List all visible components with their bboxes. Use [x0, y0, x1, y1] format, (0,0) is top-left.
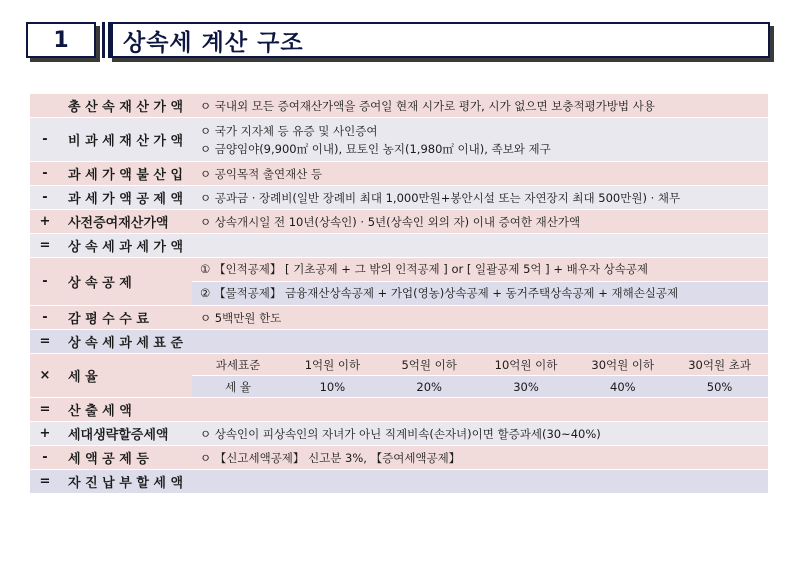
- row-description: [192, 330, 768, 353]
- row-label: 산 출 세 액: [60, 398, 192, 421]
- row-label: 상 속 세 과 세 표 준: [60, 330, 192, 353]
- row-description: [192, 118, 768, 161]
- operator: +: [30, 422, 60, 445]
- row-label: 상 속 세 과 세 가 액: [60, 234, 192, 257]
- operator: -: [30, 258, 60, 305]
- title-accent-bar: [102, 22, 105, 58]
- tax-rate-row: [192, 376, 768, 397]
- tax-rate: 20%: [416, 379, 442, 394]
- description-line: ㅇ 5백만원 한도: [200, 310, 282, 325]
- tax-bracket-row: [192, 354, 768, 376]
- tax-bracket: 1억원 이하: [304, 357, 361, 372]
- row-description: [192, 94, 768, 117]
- operator: =: [30, 470, 60, 493]
- table-row: [30, 306, 768, 330]
- row-description: [192, 306, 768, 329]
- row-label: 감 평 수 수 료: [60, 306, 192, 329]
- section-title-box: [108, 22, 770, 58]
- table-row: [30, 354, 768, 398]
- row-description: [192, 422, 768, 445]
- operator: [30, 94, 60, 117]
- operator: -: [30, 446, 60, 469]
- operator: -: [30, 306, 60, 329]
- row-description: [192, 210, 768, 233]
- section-number: 1: [26, 22, 96, 58]
- table-row: [30, 234, 768, 258]
- row-label: 비 과 세 재 산 가 액: [60, 118, 192, 161]
- table-row: [30, 118, 768, 162]
- row-label: 세대생략할증세액: [60, 422, 192, 445]
- row-description: [192, 470, 768, 493]
- description-line: ㅇ 국가 지자체 등 유증 및 사인증여: [200, 123, 378, 138]
- tax-bracket: 5억원 이하: [401, 357, 457, 372]
- table-row: [30, 210, 768, 234]
- row-label: 상 속 공 제: [60, 258, 192, 305]
- operator: +: [30, 210, 60, 233]
- row-description: [192, 446, 768, 469]
- operator: ×: [30, 354, 60, 397]
- row-label: 과 세 가 액 불 산 입: [60, 162, 192, 185]
- table-row: [30, 398, 768, 422]
- operator: =: [30, 330, 60, 353]
- table-row: [30, 186, 768, 210]
- table-row: [30, 162, 768, 186]
- row-label: 총 산 속 재 산 가 액: [60, 94, 192, 117]
- description-line: ㅇ 국내외 모든 증여재산가액을 증여일 현재 시가로 평가, 시가 없으면 보충적평가방법 사용: [200, 98, 655, 113]
- operator: -: [30, 118, 60, 161]
- tax-rate: 50%: [706, 379, 733, 394]
- deduction-breakdown: [192, 258, 768, 305]
- tax-rate: 30%: [513, 379, 539, 394]
- tax-rate-table: [192, 354, 768, 397]
- operator: -: [30, 186, 60, 209]
- table-row: [30, 446, 768, 470]
- tax-bracket: 30억원 초과: [688, 357, 751, 372]
- operator: =: [30, 234, 60, 257]
- description-line: ㅇ 공익목적 출연재산 등: [200, 166, 323, 181]
- table-row: [30, 330, 768, 354]
- tax-rate-header: 세 율: [225, 379, 251, 394]
- row-description: [192, 398, 768, 421]
- table-row: [30, 470, 768, 494]
- section-header: [26, 22, 772, 62]
- row-label: 세 율: [60, 354, 192, 397]
- description-line: ㅇ 금양임야(9,900㎡ 이내), 묘토인 농지(1,980㎡ 이내), 족보와 제구: [200, 141, 551, 156]
- row-description: [192, 186, 768, 209]
- row-description: [192, 162, 768, 185]
- row-description: [192, 234, 768, 257]
- tax-rate: 10%: [319, 379, 346, 394]
- tax-bracket: 10억원 이하: [494, 357, 558, 372]
- row-label: 과 세 가 액 공 제 액: [60, 186, 192, 209]
- calculation-table: [30, 94, 768, 494]
- operator: =: [30, 398, 60, 421]
- tax-rate: 40%: [610, 379, 636, 394]
- row-label: 세 액 공 제 등: [60, 446, 192, 469]
- description-line: ㅇ 공과금 · 장례비(일반 장례비 최대 1,000만원+봉안시설 또는 자연장지 최대 500만원) · 채무: [200, 190, 681, 205]
- tax-bracket-header: 과세표준: [215, 357, 261, 372]
- description-line: ㅇ 상속인이 피상속인의 자녀가 아닌 직계비속(손자녀)이면 할증과세(30~40%): [200, 426, 601, 441]
- table-row: [30, 258, 768, 306]
- personal-deduction: ① 【인적공제】 [ 기초공제 + 그 밖의 인적공제 ] or [ 일괄공제 5억 ] + 배우자 상속공제: [192, 258, 768, 282]
- row-label: 자 진 납 부 할 세 액: [60, 470, 192, 493]
- description-line: ㅇ 상속개시일 전 10년(상속인) · 5년(상속인 외의 자) 이내 증여한 재산가액: [200, 214, 581, 229]
- operator: -: [30, 162, 60, 185]
- table-row: [30, 94, 768, 118]
- table-row: [30, 422, 768, 446]
- section-title: 상속세 계산 구조: [123, 29, 304, 56]
- row-label: 사전증여재산가액: [60, 210, 192, 233]
- description-line: ㅇ 【신고세액공제】 신고분 3%, 【증여세액공제】: [200, 450, 461, 465]
- tax-bracket: 30억원 이하: [591, 357, 655, 372]
- property-deduction: ② 【물적공제】 금융재산상속공제 + 가업(영농)상속공제 + 동거주택상속공제 + 재해손실공제: [192, 282, 768, 305]
